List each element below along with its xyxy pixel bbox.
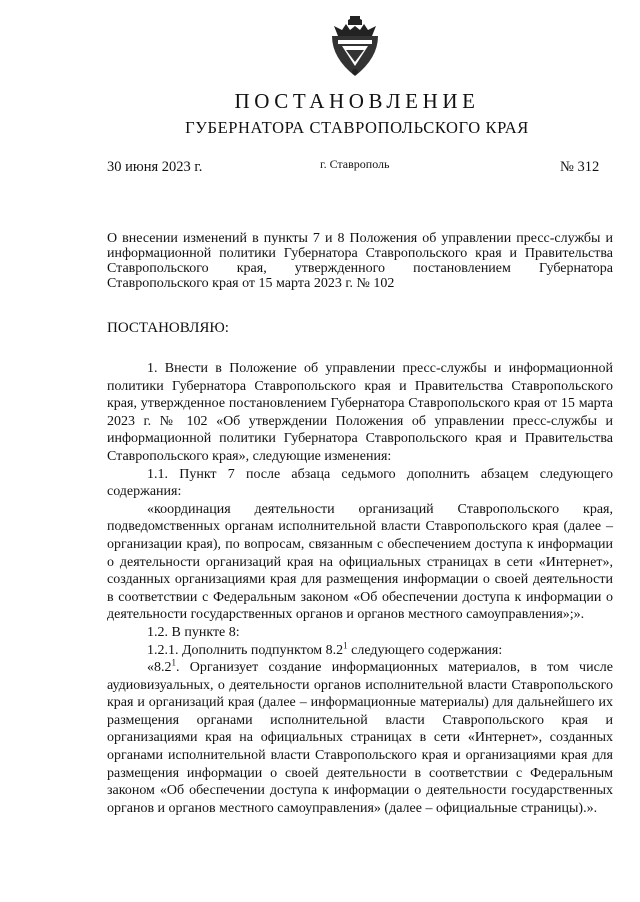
coat-of-arms-icon <box>328 14 382 80</box>
document-number: № 312 <box>560 159 600 175</box>
issuer-heading: ГУБЕРНАТОРА СТАВРОПОЛЬСКОГО КРАЯ <box>185 118 529 137</box>
paragraph-text: 1.2.1. Дополнить подпунктом 8.2 <box>147 642 344 658</box>
paragraph-text: «8.2 <box>147 660 172 676</box>
superscript: 1 <box>343 639 348 650</box>
decree-word: ПОСТАНОВЛЯЮ: <box>107 320 229 336</box>
document-date: 30 июня 2023 г. <box>107 159 203 175</box>
paragraph: «координация деятельности организаций Ставропольского края, подведомственных органам исполнительной власти Ставропольского края (далее – организации края), по вопросам, связанным с обеспечением доступа к информации о деятельности организаций края на официальных страницах в сети «Интернет», созданных организациями края для размещения информации о своей деятельности в соответствии с Федеральным законом «Об обеспечении доступа к информации о деятельности государственных органов и органов местного самоуправления»;». <box>107 501 613 623</box>
superscript: 1 <box>171 657 176 668</box>
paragraph: 1. Внести в Положение об управлении пресс-службы и информационной политики Губернатора Ставропольского края и Правительства Ставропольского края, утвержденное постановлением Губернатора Ставропольского края от 15 марта 2023 г. № 102 «Об утверждении Положения об управлении пресс-службы и информационной политики Губернатора Ставропольского края и Правительства Ставропольского края», следующие изменения: <box>107 361 613 464</box>
paragraph: 1.2. В пункте 8: <box>147 624 240 640</box>
document-body <box>107 360 613 817</box>
paragraph-text: . Организует создание информационных материалов, в том числе аудиовизуальных, о деятельности органов исполнительной власти Ставропольского края и организаций края (далее – информационные материалы) для дальнейшего их размещения органами исполнительной власти Ставропольского края и организациями края на официальных страницах в сети «Интернет», созданных органами исполнительной власти Ставропольского края и организациями края для размещения информации о своей деятельности в соответствии с Федеральным законом «Об обеспечении доступа к информации о деятельности государственных органов и органов местного самоуправления» (далее – официальные страницы).». <box>107 660 613 816</box>
paragraph-text: следующего содержания: <box>347 642 503 658</box>
document-subject: О внесении изменений в пункты 7 и 8 Положения об управлении пресс-службы и информационной политики Губернатора Ставропольского края и Правительства Ставропольского края, утвержденного постановлением Губернатора Ставропольского края от 15 марта 2023 г. № 102 <box>107 231 613 291</box>
document-type-heading: ПОСТАНОВЛЕНИЕ <box>234 89 480 113</box>
paragraph: 1.1. Пункт 7 после абзаца седьмого дополнить абзацем следующего содержания: <box>107 466 613 500</box>
paragraph <box>107 639 613 660</box>
paragraph <box>107 659 613 817</box>
document-city: г. Ставрополь <box>320 157 390 171</box>
